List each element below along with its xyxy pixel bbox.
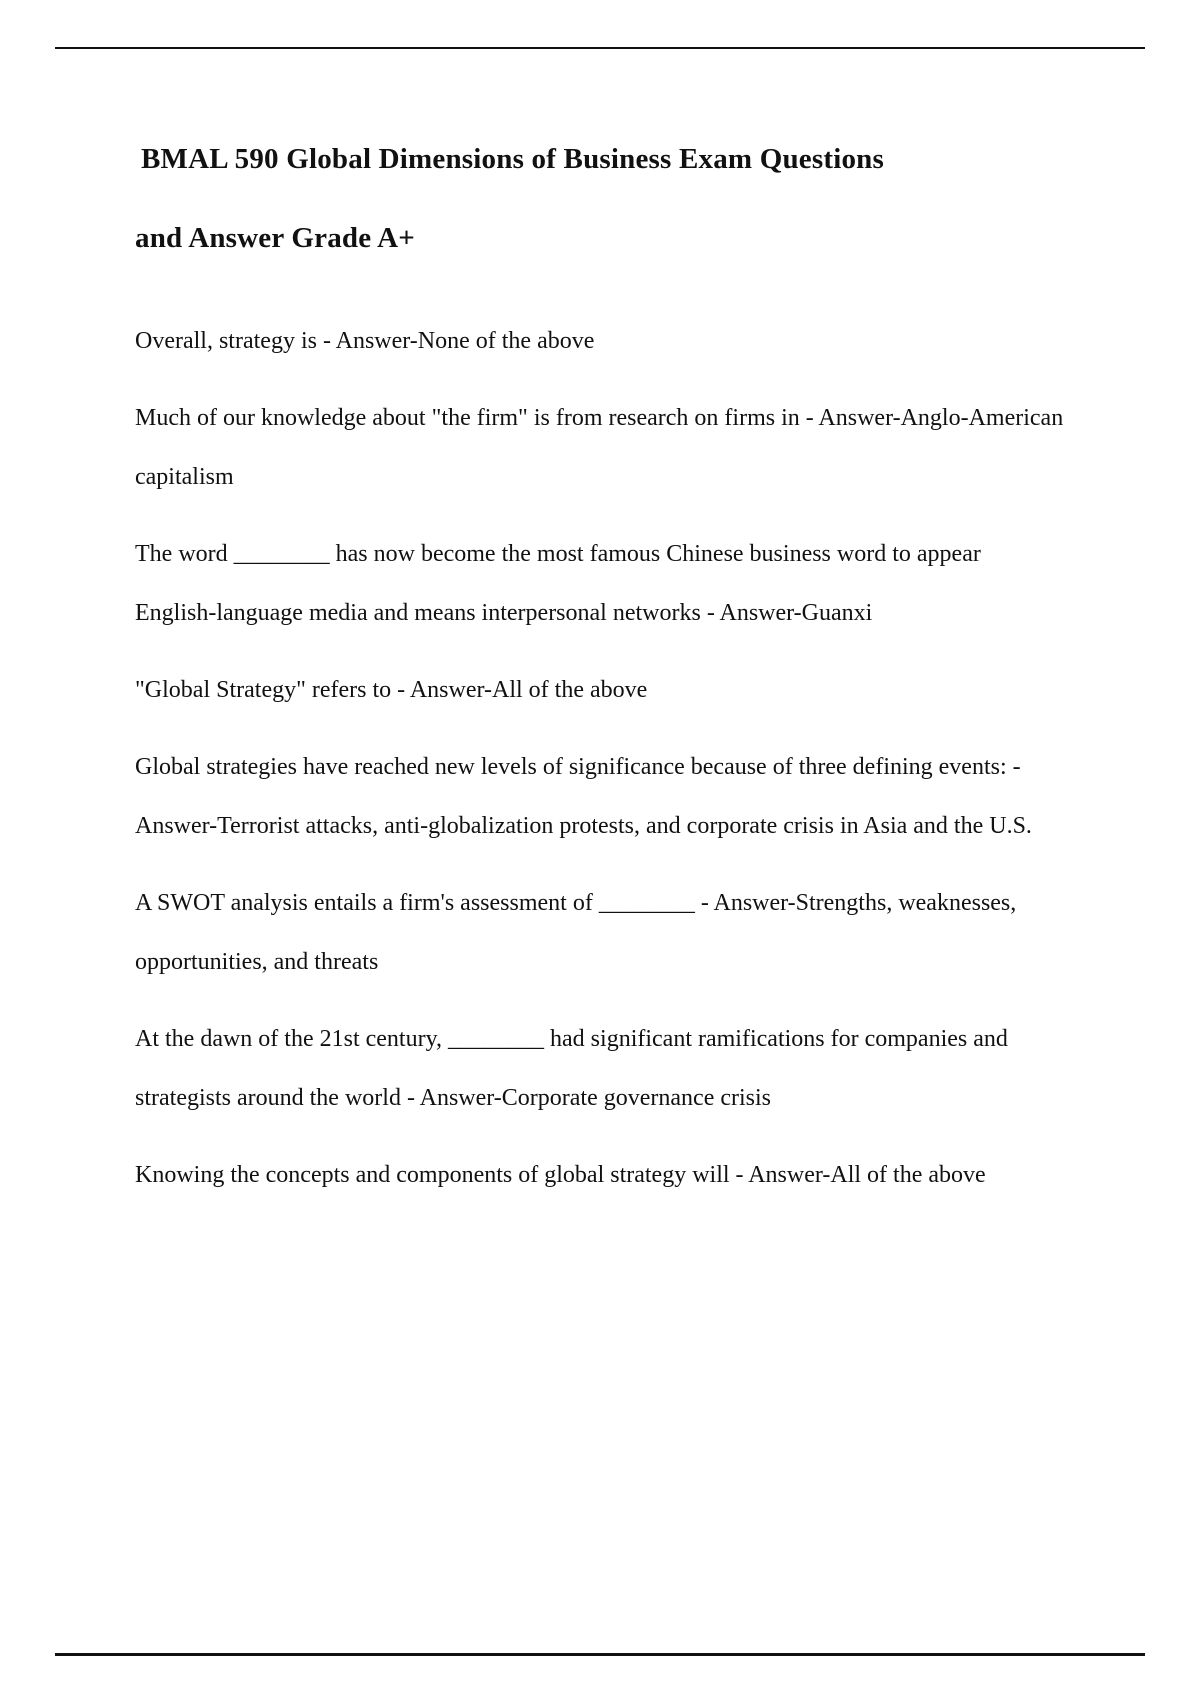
page-title xyxy=(135,120,1067,278)
page-title-line-2: and Answer Grade A+ xyxy=(135,222,416,254)
page-title-line-1: BMAL 590 Global Dimensions of Business Exam Questions xyxy=(141,143,884,175)
question-answer-paragraph: Global strategies have reached new levels of significance because of three defining events: - Answer-Terrorist attacks, anti-globalization protests, and corporate crisis in Asia and the U.S. xyxy=(135,754,1032,839)
bottom-border-line xyxy=(55,1653,1145,1656)
top-border-line xyxy=(55,47,1145,49)
question-answer-paragraph: Much of our knowledge about "the firm" is from research on firms in - Answer-Anglo-American capitalism xyxy=(135,405,1064,490)
question-answer-paragraph: Overall, strategy is - Answer-None of the above xyxy=(135,328,595,354)
question-answer-paragraph: Knowing the concepts and components of global strategy will - Answer-All of the above xyxy=(135,1162,986,1188)
question-answer-paragraph: "Global Strategy" refers to - Answer-All of the above xyxy=(135,677,648,703)
document-content xyxy=(135,120,1067,1223)
question-answer-paragraph: The word ________ has now become the most famous Chinese business word to appear English-language media and means interpersonal networks - Answer-Guanxi xyxy=(135,541,981,626)
question-answer-paragraph: At the dawn of the 21st century, ________ had significant ramifications for companies and strategists around the world - Answer-Corporate governance crisis xyxy=(135,1026,1008,1111)
question-answer-paragraph: A SWOT analysis entails a firm's assessment of ________ - Answer-Strengths, weaknesses, opportunities, and threats xyxy=(135,890,1017,975)
